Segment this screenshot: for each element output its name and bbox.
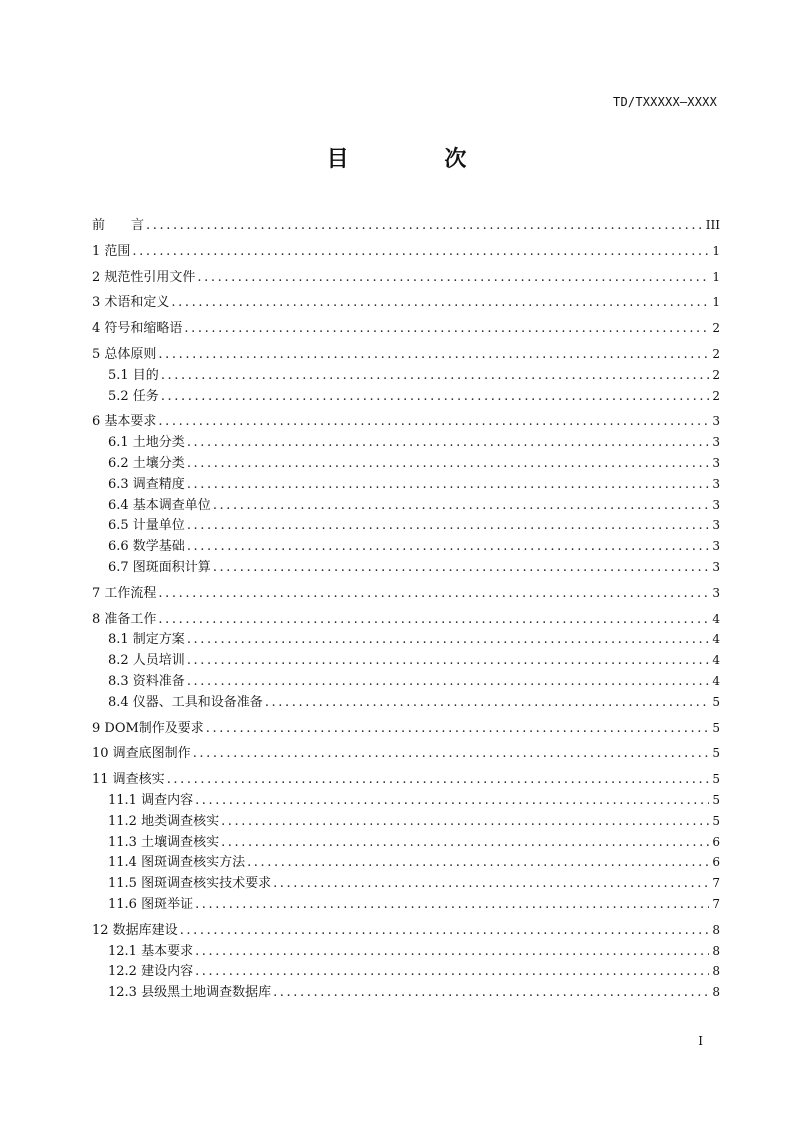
toc-leader-dots [221,812,709,833]
toc-entry-label: 11 调查核实 [92,772,165,788]
toc-entry-page: III [705,218,720,232]
toc-entry-page: 3 [712,518,720,533]
toc-entry-label: 5.2 任务 [108,388,159,404]
toc-entry-page: 8 [712,964,720,979]
toc-entry-label: 3 术语和定义 [92,295,170,311]
toc-entry-page: 3 [712,435,720,450]
toc-subentry[interactable] [92,894,720,915]
toc-subentry[interactable] [92,982,720,1003]
toc-subentry[interactable] [92,941,720,962]
toc-subentry[interactable] [92,650,720,671]
toc-subentry[interactable] [92,852,720,873]
toc-entry-label: 6.3 调查精度 [108,476,185,492]
toc-entry-page: 2 [712,346,720,361]
toc-entry-page: 3 [712,539,720,554]
toc-leader-dots [161,387,710,408]
toc-entry[interactable] [92,215,720,236]
table-of-contents [92,215,720,1003]
toc-subentry[interactable] [92,432,720,453]
toc-entry-page: 5 [712,720,720,735]
toc-entry-page: 6 [712,855,720,870]
toc-leader-dots [158,345,709,366]
toc-entry-label: 6 基本要求 [92,414,157,430]
toc-leader-dots [195,942,709,963]
toc-subentry[interactable] [92,386,720,407]
toc-entry-page: 3 [712,455,720,470]
toc-entry[interactable] [92,344,720,365]
toc-leader-dots [187,537,710,558]
toc-entry-label: 6.5 计量单位 [108,518,185,534]
toc-entry-label: 8 准备工作 [92,611,157,627]
toc-entry[interactable] [92,769,720,790]
toc-entry-label: 11.3 土壤调查核实 [108,834,220,850]
toc-subentry[interactable] [92,873,720,894]
toc-entry-page: 7 [712,896,720,911]
toc-subentry[interactable] [92,536,720,557]
toc-subentry[interactable] [92,495,720,516]
toc-entry-page: 5 [712,694,720,709]
toc-entry-page: 7 [712,876,720,891]
toc-entry-page: 8 [712,922,720,937]
toc-entry-page: 2 [712,367,720,382]
toc-entry-label: 前 言 [92,218,145,233]
toc-entry[interactable] [92,920,720,941]
toc-entry-page: 3 [712,476,720,491]
toc-entry-page: 5 [712,792,720,807]
toc-entry-page: 1 [712,295,720,310]
toc-leader-dots [187,454,710,475]
toc-entry-label: 4 符号和缩略语 [92,321,183,337]
toc-entry-label: 12.2 建设内容 [108,964,194,980]
toc-entry-label: 6.1 土地分类 [108,435,185,451]
toc-leader-dots [158,584,709,605]
toc-entry-page: 4 [712,611,720,626]
toc-subentry[interactable] [92,692,720,713]
toc-subentry[interactable] [92,961,720,982]
toc-entry-label: 6.2 土壤分类 [108,455,185,471]
toc-leader-dots [187,630,710,651]
toc-subentry[interactable] [92,453,720,474]
toc-entry-label: 9 DOM制作及要求 [92,720,204,736]
toc-leader-dots [247,853,709,874]
toc-leader-dots [193,744,710,765]
toc-subentry[interactable] [92,832,720,853]
toc-entry[interactable] [92,267,720,288]
toc-entry[interactable] [92,411,720,432]
toc-entry-label: 11.4 图斑调查核实方法 [108,855,246,871]
toc-entry[interactable] [92,292,720,313]
toc-entry-label: 11.1 调查内容 [108,792,194,808]
toc-entry-page: 3 [712,585,720,600]
toc-entry-label: 10 调查底图制作 [92,746,191,762]
toc-entry[interactable] [92,318,720,339]
toc-entry-label: 5.1 目的 [108,367,159,383]
toc-entry-label: 2 规范性引用文件 [92,269,196,285]
toc-entry[interactable] [92,583,720,604]
toc-entry-label: 8.2 人员培训 [108,653,185,669]
toc-leader-dots [167,770,710,791]
toc-entry-label: 12.1 基本要求 [108,943,194,959]
toc-entry-page: 3 [712,414,720,429]
toc-leader-dots [158,610,709,631]
page-title: 目 次 [326,147,511,172]
toc-entry-page: 8 [712,985,720,1000]
toc-subentry[interactable] [92,365,720,386]
toc-leader-dots [180,921,710,942]
toc-entry-page: 4 [712,653,720,668]
toc-entry-label: 1 范围 [92,243,131,259]
toc-entry-label: 11.5 图斑调查核实技术要求 [108,876,272,892]
toc-entry-page: 6 [712,834,720,849]
toc-entry-label: 11.2 地类调查核实 [108,813,220,829]
toc-entry[interactable] [92,241,720,262]
toc-entry-label: 6.4 基本调查单位 [108,497,211,513]
toc-leader-dots [273,983,709,1004]
toc-entry-page: 2 [712,388,720,403]
toc-subentry[interactable] [92,671,720,692]
toc-entry-label: 7 工作流程 [92,585,157,601]
toc-entry-label: 12.3 县级黑土地调查数据库 [108,985,272,1001]
toc-leader-dots [161,366,710,387]
toc-leader-dots [197,268,709,289]
toc-entry[interactable] [92,609,720,630]
toc-subentry[interactable] [92,811,720,832]
toc-leader-dots [213,558,710,579]
toc-leader-dots [187,433,710,454]
toc-leader-dots [132,242,709,263]
toc-leader-dots [184,319,709,340]
toc-leader-dots [195,791,709,812]
document-code: TD/TXXXXX—XXXX [613,95,717,109]
toc-entry-page: 3 [712,497,720,512]
toc-entry-page: 3 [712,559,720,574]
toc-entry-label: 8.1 制定方案 [108,632,185,648]
toc-entry-page: 1 [712,269,720,284]
toc-leader-dots [195,962,709,983]
toc-entry-page: 5 [712,746,720,761]
toc-entry-label: 11.6 图斑举证 [108,896,194,912]
toc-entry-label: 6.7 图斑面积计算 [108,559,211,575]
toc-leader-dots [213,496,710,517]
toc-leader-dots [265,693,710,714]
toc-subentry[interactable] [92,557,720,578]
toc-leader-dots [187,672,710,693]
toc-entry-label: 8.3 资料准备 [108,673,185,689]
toc-entry[interactable] [92,718,720,739]
toc-leader-dots [187,516,710,537]
toc-entry[interactable] [92,743,720,764]
toc-subentry[interactable] [92,515,720,536]
toc-entry-label: 12 数据库建设 [92,922,178,938]
toc-leader-dots [221,833,709,854]
toc-entry-label: 6.6 数学基础 [108,539,185,555]
toc-entry-page: 4 [712,673,720,688]
toc-leader-dots [206,719,710,740]
toc-leader-dots [171,293,709,314]
toc-leader-dots [146,216,703,237]
toc-leader-dots [187,651,710,672]
toc-subentry[interactable] [92,474,720,495]
toc-subentry[interactable] [92,790,720,811]
toc-entry-label: 5 总体原则 [92,346,157,362]
toc-leader-dots [273,874,709,895]
toc-leader-dots [158,412,709,433]
toc-entry-label: 8.4 仪器、工具和设备准备 [108,694,263,710]
toc-entry-page: 2 [712,321,720,336]
toc-entry-page: 5 [712,772,720,787]
toc-leader-dots [187,475,710,496]
toc-entry-page: 4 [712,632,720,647]
toc-entry-page: 5 [712,813,720,828]
toc-leader-dots [195,895,709,916]
toc-entry-page: 8 [712,943,720,958]
toc-subentry[interactable] [92,629,720,650]
page-number: I [698,1034,703,1048]
toc-entry-page: 1 [712,243,720,258]
